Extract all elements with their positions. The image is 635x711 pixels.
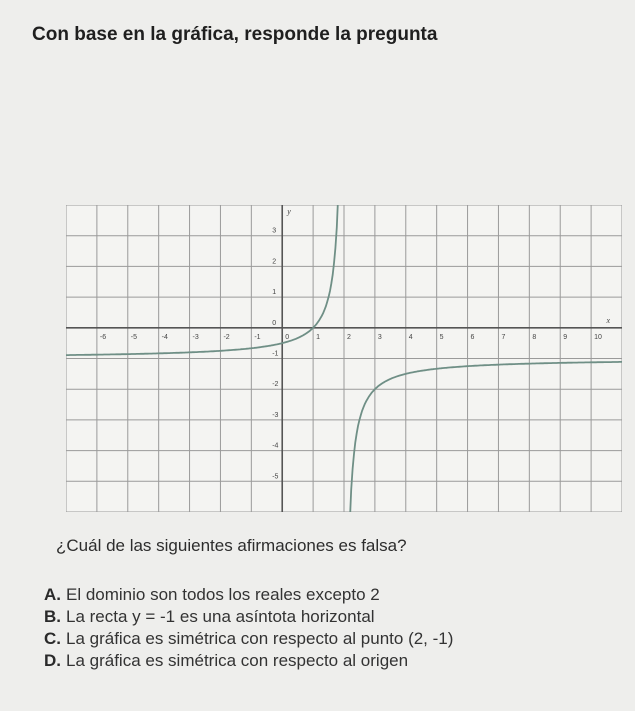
- x-tick-label: 3: [377, 333, 382, 341]
- y-tick-label: 0: [272, 319, 277, 327]
- option-a[interactable]: [44, 584, 453, 606]
- option-d[interactable]: [44, 650, 453, 672]
- y-tick-label: 3: [272, 227, 277, 235]
- x-tick-label: -4: [161, 333, 168, 341]
- graph-svg: [66, 205, 622, 512]
- y-tick-label: 2: [272, 258, 277, 266]
- x-tick-label: 7: [501, 333, 506, 341]
- option-d-text: La gráfica es simétrica con respecto al origen: [66, 651, 409, 670]
- question-text: ¿Cuál de las siguientes afirmaciones es falsa?: [56, 536, 407, 555]
- option-d-letter: D.: [44, 651, 61, 670]
- x-tick-label: 10: [594, 333, 602, 341]
- y-axis-label: y: [287, 207, 291, 217]
- x-tick-label: 9: [563, 333, 568, 341]
- option-c[interactable]: [44, 628, 453, 650]
- y-tick-label: -1: [272, 350, 279, 358]
- y-tick-label: -3: [272, 411, 279, 419]
- x-tick-label: 5: [439, 333, 444, 341]
- x-tick-label: -2: [223, 333, 230, 341]
- x-tick-label: 1: [316, 333, 321, 341]
- x-tick-label: 4: [408, 333, 413, 341]
- option-b[interactable]: [44, 606, 453, 628]
- option-a-letter: A.: [44, 585, 61, 604]
- option-c-letter: C.: [44, 629, 61, 648]
- y-tick-label: -4: [272, 442, 279, 450]
- answer-options: [44, 584, 453, 672]
- y-tick-label: -2: [272, 381, 279, 389]
- x-tick-label: 2: [347, 333, 351, 341]
- x-axis-label: x: [606, 315, 611, 325]
- option-c-text: La gráfica es simétrica con respecto al punto (2, -1): [66, 629, 454, 648]
- y-tick-label: -5: [272, 473, 279, 481]
- option-b-text: La recta y = -1 es una asíntota horizontal: [66, 607, 375, 626]
- x-tick-label: 8: [532, 333, 537, 341]
- page-title: Con base en la gráfica, responde la pregunta: [32, 24, 438, 45]
- x-tick-label: -6: [99, 333, 107, 341]
- x-tick-label: 0: [285, 333, 290, 341]
- y-tick-label: 1: [272, 289, 277, 297]
- function-graph: [66, 205, 622, 512]
- option-a-text: El dominio son todos los reales excepto 2: [66, 585, 380, 604]
- x-tick-label: 6: [470, 333, 475, 341]
- x-tick-label: -5: [130, 333, 138, 341]
- option-b-letter: B.: [44, 607, 61, 626]
- x-tick-label: -3: [192, 333, 199, 341]
- x-tick-label: -1: [254, 333, 261, 341]
